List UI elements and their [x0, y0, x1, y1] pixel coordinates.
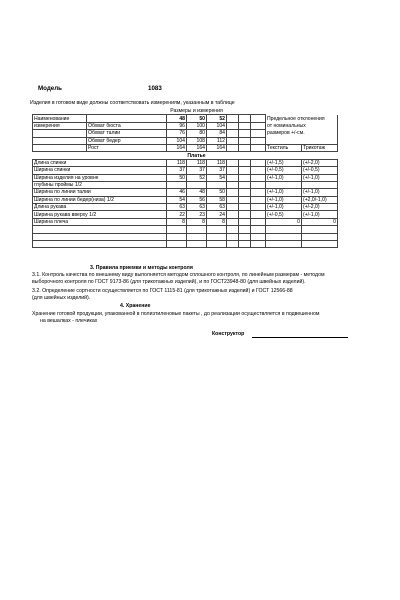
cell: 37 [167, 167, 187, 174]
deviation-cell: (+2,0/-1,0) [302, 196, 338, 203]
cell: 118 [187, 159, 207, 166]
constructor-label: Конструктор [212, 331, 245, 337]
row-label: Обхват бедер [87, 137, 167, 144]
deviation-col-header: Трикотаж [302, 144, 338, 151]
size-header: 52 [207, 115, 227, 122]
cell: 63 [167, 204, 187, 211]
row-label: Ширина спинки [33, 167, 167, 174]
row-label: Ширина изделия на уровне [33, 174, 167, 181]
paragraph-3-1: 3.1. Контроль качества по внешнему виду выполняется методом сплошного контроля, по линейным размерам - методом [32, 272, 325, 278]
row-label: Длина спинки [33, 159, 167, 166]
cell: 164 [207, 144, 227, 151]
deviation-cell: (+/-1,0) [266, 189, 302, 196]
empty-row [33, 241, 338, 248]
cell: 54 [207, 174, 227, 181]
cell: 48 [187, 189, 207, 196]
cell: 50 [167, 174, 187, 181]
deviation-cell: (+/-1,0) [266, 196, 302, 203]
section-label: измерения [33, 122, 87, 129]
cell: 37 [187, 167, 207, 174]
deviation-header: размеров +/-см. [266, 130, 338, 137]
size-table [32, 108, 338, 152]
cell: 118 [207, 159, 227, 166]
empty-row [33, 226, 338, 233]
cell: 118 [167, 159, 187, 166]
cell: 22 [167, 211, 187, 218]
deviation-cell: (+/-0,5) [266, 167, 302, 174]
deviation-cell: (+/-1,0) [302, 211, 338, 218]
model-label: Модель [38, 85, 62, 92]
row-label: Ширина плеча [33, 218, 167, 225]
cell: 112 [207, 137, 227, 144]
cell: 63 [207, 204, 227, 211]
cell: 164 [167, 144, 187, 151]
size-header: 50 [187, 115, 207, 122]
cell: 104 [207, 122, 227, 129]
paragraph-3-2-cont: (для швейных изделий). [32, 295, 91, 301]
deviation-cell: 0 [266, 218, 302, 225]
cell: 46 [167, 189, 187, 196]
cell: 23 [187, 211, 207, 218]
dress-table [32, 152, 338, 248]
model-number: 1083 [148, 85, 162, 92]
cell: 8 [187, 218, 207, 225]
cell: 58 [207, 196, 227, 203]
row-label: Ширина по линии талии [33, 189, 167, 196]
cell: 54 [167, 196, 187, 203]
paragraph-3-2: 3.2. Определение сортности осуществляется по ГОСТ 1115-81 (для трикотажных изделий) и ГОСТ 12566-88 [32, 288, 293, 294]
deviation-cell: (+/-0,5) [302, 167, 338, 174]
cell: 50 [207, 189, 227, 196]
cell: 24 [207, 211, 227, 218]
row-label: глубины проймы 1/2 [33, 181, 167, 188]
row-label: Ширина рукава вверху 1/2 [33, 211, 167, 218]
deviation-cell: (+/-1,0) [302, 189, 338, 196]
deviation-cell: (+/-1,0) [266, 204, 302, 211]
cell: 37 [207, 167, 227, 174]
cell: 96 [167, 122, 187, 129]
size-table-title: Размеры и измерения [170, 108, 223, 115]
cell: 63 [187, 204, 207, 211]
paragraph-3-1-cont: выборочного контроля по ГОСТ 9173-86 (для трикотажных изделий), и по ГОСТ23948-80 (для швейных изделий). [32, 279, 306, 285]
cell: 52 [187, 174, 207, 181]
size-header: 48 [167, 115, 187, 122]
deviation-cell: (+/-1,5) [266, 159, 302, 166]
signature-line [252, 337, 348, 338]
empty-row [33, 233, 338, 240]
name-header: Наименование [33, 115, 87, 122]
deviation-cell: (+/-2,0) [302, 159, 338, 166]
deviation-cell: (+/-1,0) [302, 174, 338, 181]
deviation-cell: 0 [302, 218, 338, 225]
cell: 84 [207, 130, 227, 137]
deviation-col-header: Текстиль [266, 144, 302, 151]
row-label: Длина рукава [33, 204, 167, 211]
cell: 8 [207, 218, 227, 225]
section-3-title: 3. Правила приемки и методы контроля [90, 265, 193, 271]
cell: 108 [187, 137, 207, 144]
row-label: Обхват талии [87, 130, 167, 137]
deviation-header: Предельное отклонения [266, 115, 338, 122]
cell: 76 [167, 130, 187, 137]
deviation-cell: (+/-0,5) [266, 211, 302, 218]
deviation-cell: (+/-1,0) [266, 174, 302, 181]
cell: 100 [187, 122, 207, 129]
measurement-tables [32, 108, 338, 248]
intro-text: Изделия в готовом виде должны соответствовать измерениям, указанным в таблице [30, 100, 235, 106]
cell: 164 [187, 144, 207, 151]
row-label: Рост [87, 144, 167, 151]
dress-table-title: Платье [187, 152, 206, 159]
deviation-header: от номинальных [266, 122, 338, 129]
cell: 56 [187, 196, 207, 203]
cell: 8 [167, 218, 187, 225]
storage-text: Хранение готовой продукции, упакованной в полиэтиленовые пакеты , до реализации осуществляется в подвешенном [32, 311, 320, 317]
deviation-cell: (+/-2,0) [302, 204, 338, 211]
cell: 104 [167, 137, 187, 144]
cell: 80 [187, 130, 207, 137]
storage-text-cont: на вешалках - плечиках [40, 318, 98, 324]
row-label: Ширина по линии бедер(низа) 1/2 [33, 196, 167, 203]
row-label: Обхват бюста [87, 122, 167, 129]
section-4-title: 4. Хранение [120, 303, 151, 309]
